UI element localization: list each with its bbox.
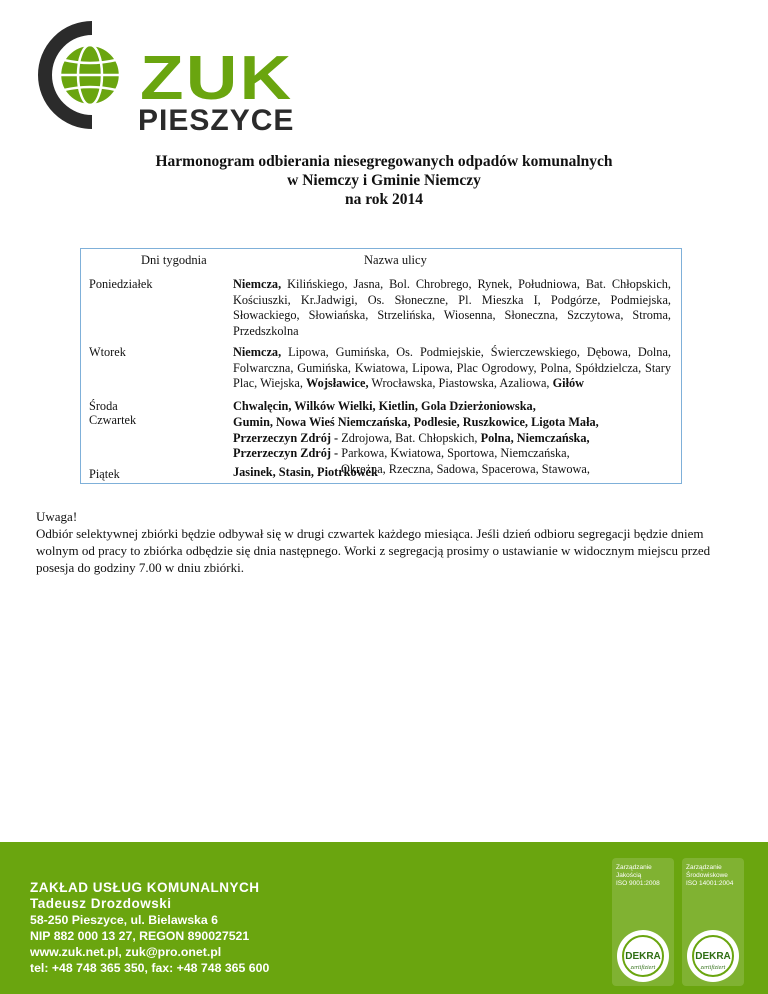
company-address: 58-250 Pieszyce, ul. Bielawska 6	[30, 913, 218, 927]
cert-sub: zertifiziert	[630, 965, 656, 971]
company-ids: NIP 882 000 13 27, REGON 890027521	[30, 929, 250, 943]
day-wednesday: Środa	[89, 399, 118, 413]
title-line-3: na rok 2014	[344, 191, 424, 208]
streets-wednesday: Chwalęcin, Wilków Wielki, Kietlin, Gola Dzierżoniowska,	[233, 399, 536, 413]
company-phone: tel: +48 748 365 350, fax: +48 748 365 600	[30, 961, 270, 975]
title-line-1: Harmonogram odbierania niesegregowanych odpadów komunalnych	[155, 153, 613, 170]
streets-tuesday	[233, 345, 671, 392]
day-thursday: Czwartek	[89, 413, 137, 427]
footer	[0, 842, 768, 994]
globe-icon	[22, 20, 132, 130]
cert-brand: DEKRA	[695, 951, 731, 962]
street-list-bold: Polna, Niemczańska,	[480, 430, 590, 445]
header-streets: Nazwa ulicy	[364, 253, 427, 267]
town-name: Wojsławice,	[306, 376, 369, 391]
note-section	[36, 508, 736, 576]
thursday-line	[233, 431, 671, 447]
town-name: Niemcza,	[233, 345, 282, 359]
title-line-2: w Niemczy i Gminie Niemczy	[287, 172, 481, 189]
iso-9001-badge	[612, 858, 674, 986]
street-list: Kilińskiego, Jasna, Bol. Chrobrego, Rynek, Południowa, Bat. Chłopskich, Kościuszki, Kr.Jadwigi, Os. Słoneczne, Pl. Mieszka I, Podgórze, Podmiejska, Słowackiego, Słowiańska, Strzelińska, Wiosenna, Słoneczna, Szczytowa, Stroma, Przedszkolna	[233, 277, 671, 338]
town-name: Przerzeczyn Zdrój -	[233, 446, 339, 461]
street-list: Lipowa, Gumińska, Os. Podmiejskie, Świerczewskiego, Dębowa, Dolna, Folwarczna, Gumińska, Kwiatowa, Lipowa, Plac Ogrodowy, Polna, Spółdzielcza, Stary Plac, Wiejska,	[233, 345, 671, 391]
schedule-table	[80, 248, 682, 484]
day-friday: Piątek	[89, 467, 120, 481]
company-name: ZAKŁAD USŁUG KOMUNALNYCH	[30, 880, 260, 895]
street-list: Zdrojowa, Bat. Chłopskich,	[338, 430, 481, 445]
cert-sub: zertifiziert	[700, 965, 726, 971]
street-list: Wrocławska, Piastowska, Azaliowa,	[368, 376, 553, 391]
document-title	[0, 152, 768, 209]
thursday-line: Okrężna, Rzeczna, Sadowa, Spacerowa, Stawowa,	[341, 461, 590, 476]
note-heading: Uwaga!	[36, 509, 78, 524]
streets-friday: Jasinek, Stasin, Piotrkówek	[233, 465, 378, 479]
cert-standard: ISO 14001:2004	[686, 880, 734, 887]
company-logo	[22, 20, 295, 137]
streets-monday	[233, 277, 671, 339]
cert-brand: DEKRA	[625, 951, 661, 962]
header-days: Dni tygodnia	[141, 253, 207, 267]
town-name: Giłów	[552, 376, 585, 391]
town-name: Przerzeczyn Zdrój -	[233, 430, 339, 445]
company-web[interactable]: www.zuk.net.pl, zuk@pro.onet.pl	[30, 945, 222, 959]
thursday-line	[233, 446, 671, 462]
logo-main-text: ZUK	[140, 44, 294, 113]
street-list: Parkowa, Kwiatowa, Sportowa, Niemczańska,	[338, 446, 570, 461]
cert-standard: ISO 9001:2008	[616, 880, 660, 887]
thursday-line: Gumin, Nowa Wieś Niemczańska, Podlesie, Ruszkowice, Ligota Mała,	[233, 415, 599, 429]
company-info	[30, 880, 269, 976]
day-monday: Poniedziałek	[89, 277, 153, 291]
note-body: Odbiór selektywnej zbiórki będzie odbywał się w drugi czwartek każdego miesiąca. Jeśli dzień odbioru segregacji będzie dniem wolnym od pracy to zbiórka odbędzie się dnia następnego. Worki z segregacją prosimy o ustawianie w widocznym miejscu przed posesja do godziny 7.00 w dniu zbiórki.	[36, 526, 711, 575]
day-tuesday: Wtorek	[89, 345, 126, 359]
cert-title: Zarządzanie Środowiskowe	[686, 864, 728, 879]
company-owner: Tadeusz Drozdowski	[30, 896, 172, 911]
iso-14001-badge	[682, 858, 744, 986]
logo-sub-text: PIESZYCE	[138, 104, 295, 137]
town-name: Niemcza,	[233, 277, 282, 291]
cert-title: Zarządzanie Jakością	[616, 864, 652, 879]
